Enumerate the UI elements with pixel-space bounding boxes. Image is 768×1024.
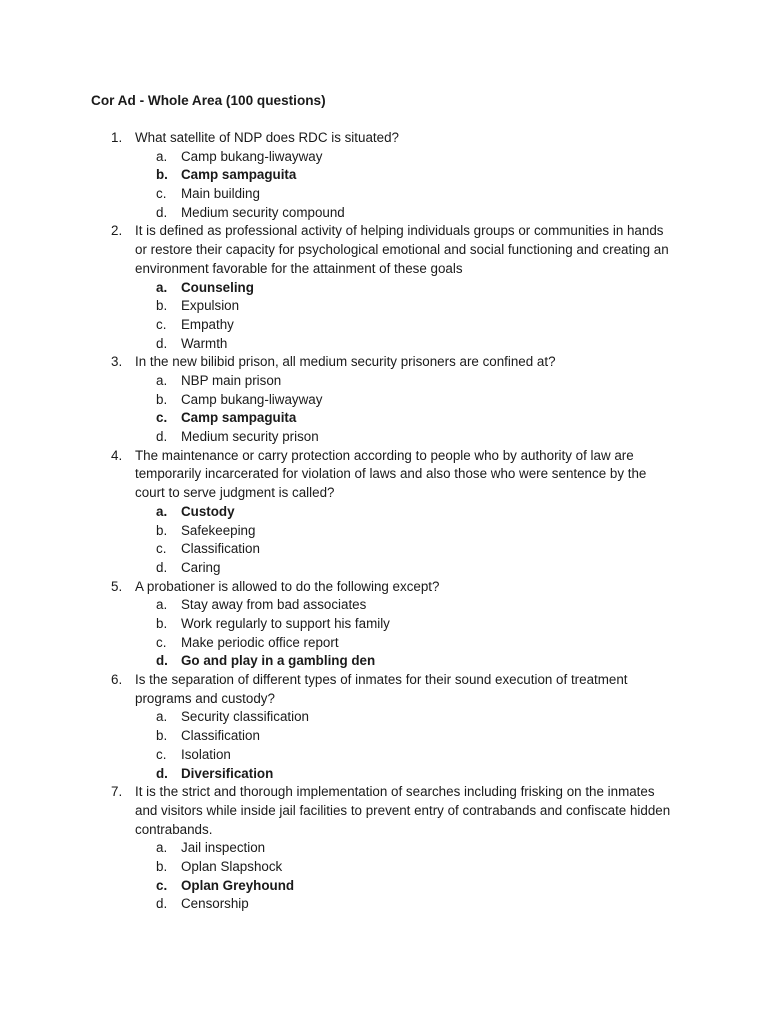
option-text: Safekeeping — [181, 522, 256, 538]
option-text: Caring — [181, 559, 221, 575]
answer-option — [0, 634, 768, 653]
option-list — [0, 503, 768, 578]
option-letter: d. — [156, 653, 168, 669]
option-letter: a. — [156, 279, 168, 295]
option-letter: c. — [156, 634, 167, 650]
question-number: 5. — [111, 578, 123, 594]
answer-option — [0, 522, 768, 541]
option-text: Oplan Slapshock — [181, 859, 283, 875]
option-text: Counseling — [181, 279, 254, 295]
option-letter: b. — [156, 167, 168, 183]
option-letter: a. — [156, 148, 168, 164]
answer-option — [0, 428, 768, 447]
option-letter: a. — [156, 373, 168, 389]
answer-option-correct — [0, 765, 768, 784]
option-text: Camp sampaguita — [181, 410, 297, 426]
option-letter: b. — [156, 298, 168, 314]
option-letter: c. — [156, 746, 167, 762]
option-text: Censorship — [181, 896, 249, 912]
answer-option-correct — [0, 409, 768, 428]
option-letter: b. — [156, 616, 168, 632]
option-text: Oplan Greyhound — [181, 877, 295, 893]
answer-option — [0, 297, 768, 316]
answer-option — [0, 540, 768, 559]
answer-option — [0, 727, 768, 746]
option-list — [0, 372, 768, 447]
question-text: The maintenance or carry protection according to people who by authority of law are temporarily incarcerated for violation of laws and also those who were sentence by the court to serve judgment is called? — [135, 447, 647, 501]
answer-option — [0, 204, 768, 223]
option-text: Empathy — [181, 316, 234, 332]
option-text: Diversification — [181, 765, 274, 781]
option-text: Warmth — [181, 335, 228, 351]
option-letter: d. — [156, 429, 168, 445]
answer-option-correct — [0, 279, 768, 298]
option-letter: b. — [156, 728, 168, 744]
answer-option — [0, 148, 768, 167]
option-text: Isolation — [181, 746, 231, 762]
question-text: In the new bilibid prison, all medium security prisoners are confined at? — [135, 354, 556, 370]
answer-option — [0, 335, 768, 354]
option-text: Make periodic office report — [181, 634, 339, 650]
option-list — [0, 839, 768, 914]
option-text: Work regularly to support his family — [181, 616, 390, 632]
option-letter: b. — [156, 391, 168, 407]
option-letter: c. — [156, 877, 168, 893]
document-title: Cor Ad - Whole Area (100 questions) — [91, 93, 326, 108]
option-letter: d. — [156, 335, 168, 351]
option-letter: b. — [156, 522, 168, 538]
option-list — [0, 279, 768, 354]
answer-option — [0, 372, 768, 391]
option-letter: d. — [156, 765, 168, 781]
question-text: A probationer is allowed to do the following except? — [135, 578, 440, 594]
option-text: Medium security compound — [181, 204, 345, 220]
option-text: Camp bukang-liwayway — [181, 391, 323, 407]
question-item-2 — [0, 222, 768, 353]
question-number: 1. — [111, 130, 123, 145]
question-item-1 — [0, 129, 768, 222]
option-letter: a. — [156, 840, 168, 856]
question-text: It is defined as professional activity of helping individuals groups or communities in hands or restore their capacity for psychological emotional and social functioning and creating an environment favorable for the attainment of these goals — [135, 223, 669, 276]
question-text: It is the strict and thorough implementation of searches including frisking on the inmates and visitors while inside jail facilities to prevent entry of contrabands and confiscate hidden contrabands. — [135, 784, 671, 837]
answer-option-correct — [0, 877, 768, 896]
answer-option-correct — [0, 166, 768, 185]
option-list — [0, 148, 768, 223]
option-letter: d. — [156, 559, 168, 575]
option-text: Camp sampaguita — [181, 167, 297, 183]
option-letter: c. — [156, 186, 167, 202]
option-text: Classification — [181, 541, 260, 557]
question-text: Is the separation of different types of inmates for their sound execution of treatment programs and custody? — [135, 672, 628, 706]
answer-option — [0, 391, 768, 410]
option-text: Custody — [181, 503, 235, 519]
answer-option-correct — [0, 652, 768, 671]
option-text: Classification — [181, 728, 260, 744]
answer-option — [0, 559, 768, 578]
option-text: Go and play in a gambling den — [181, 653, 376, 669]
question-item-6 — [0, 671, 768, 783]
question-item-7 — [0, 783, 768, 914]
answer-option — [0, 596, 768, 615]
option-text: NBP main prison — [181, 373, 282, 389]
option-list — [0, 596, 768, 671]
question-number: 7. — [111, 784, 123, 800]
answer-option — [0, 316, 768, 335]
answer-option-correct — [0, 503, 768, 522]
question-item-4 — [0, 447, 768, 578]
option-text: Camp bukang-liwayway — [181, 148, 323, 164]
option-text: Jail inspection — [181, 840, 266, 856]
question-number: 2. — [111, 223, 123, 239]
answer-option — [0, 185, 768, 204]
option-text: Security classification — [181, 709, 310, 725]
option-text: Expulsion — [181, 298, 240, 314]
answer-option — [0, 839, 768, 858]
option-text: Medium security prison — [181, 429, 319, 445]
question-item-5 — [0, 578, 768, 671]
option-letter: d. — [156, 896, 168, 912]
question-item-3 — [0, 353, 768, 446]
option-letter: d. — [156, 204, 168, 220]
question-number: 3. — [111, 354, 123, 370]
option-letter: a. — [156, 597, 168, 613]
option-letter: b. — [156, 859, 168, 875]
option-letter: a. — [156, 503, 168, 519]
question-number: 4. — [111, 447, 123, 463]
option-letter: c. — [156, 316, 167, 332]
option-text: Main building — [181, 186, 260, 202]
option-letter: c. — [156, 410, 168, 426]
answer-option — [0, 615, 768, 634]
answer-option — [0, 895, 768, 914]
answer-option — [0, 858, 768, 877]
option-list — [0, 708, 768, 783]
answer-option — [0, 746, 768, 765]
option-text: Stay away from bad associates — [181, 597, 367, 613]
answer-option — [0, 708, 768, 727]
option-letter: c. — [156, 541, 167, 557]
option-letter: a. — [156, 709, 168, 725]
question-list — [0, 129, 768, 914]
question-number: 6. — [111, 672, 123, 688]
question-text: What satellite of NDP does RDC is situated? — [135, 130, 399, 145]
